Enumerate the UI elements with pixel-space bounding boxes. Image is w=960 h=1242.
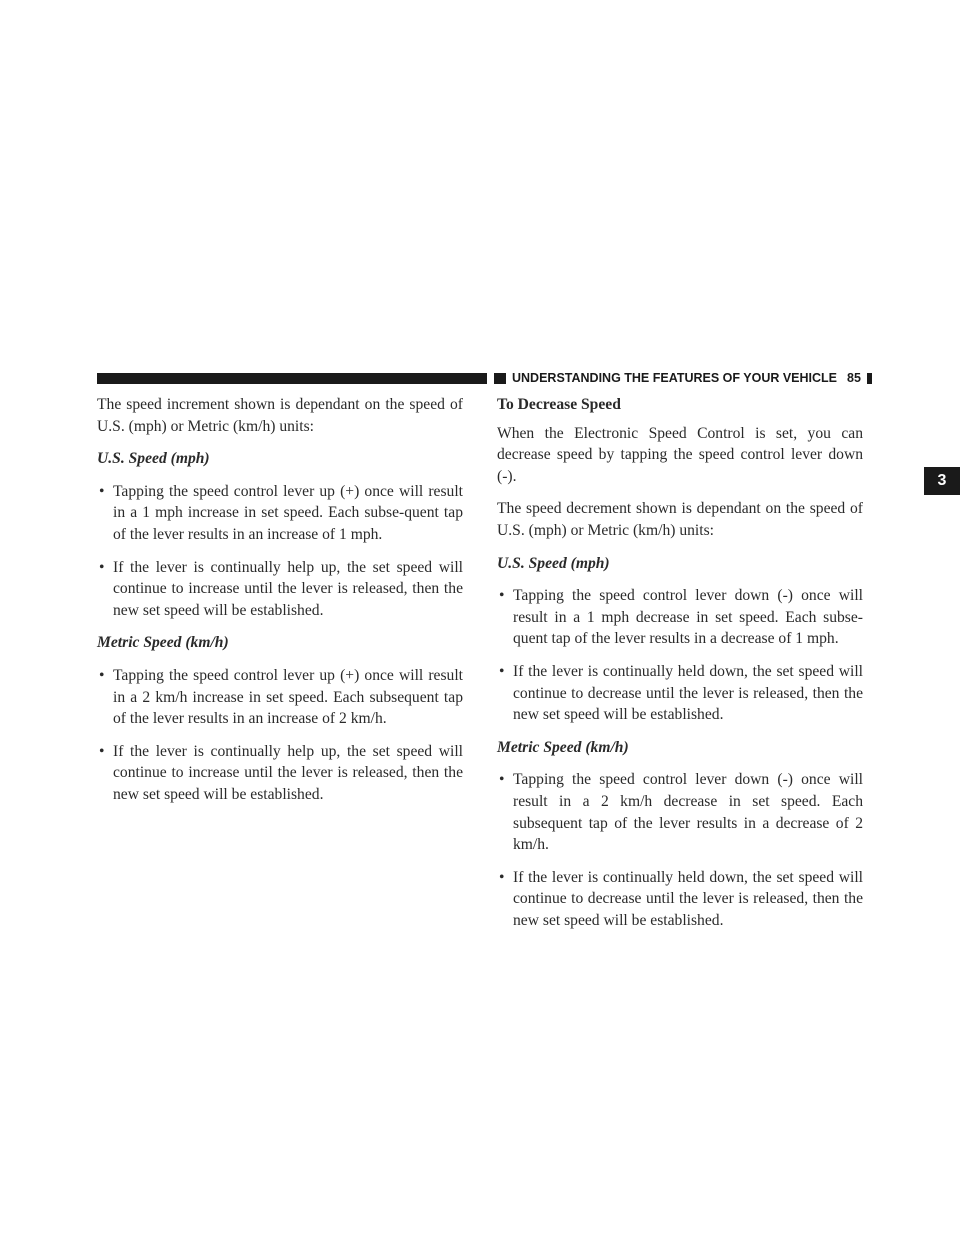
bullet-icon: • bbox=[499, 771, 505, 789]
list-item-text: Tapping the speed control lever down (-) once will result in a 2 km/h decrease in set speed. Each subsequent tap of the lever results in a decrease of 2 km/h. bbox=[513, 771, 863, 854]
intro-paragraph: The speed increment shown is dependant on the speed of U.S. (mph) or Metric (km/h) units: bbox=[97, 396, 463, 435]
section-title: UNDERSTANDING THE FEATURES OF YOUR VEHICLE bbox=[512, 371, 838, 385]
left-column bbox=[97, 394, 463, 817]
list-item bbox=[97, 741, 463, 806]
list-item-text: Tapping the speed control lever up (+) once will result in a 2 km/h increase in set speed. Each subsequent tap of the lever results in an increase of 2 km/h. bbox=[113, 666, 463, 728]
us-speed-list bbox=[497, 585, 863, 726]
decrement-paragraph: The speed decrement shown is dependant on the speed of U.S. (mph) or Metric (km/h) units: bbox=[497, 500, 863, 539]
chapter-tab: 3 bbox=[924, 467, 960, 495]
us-speed-heading: U.S. Speed (mph) bbox=[97, 450, 210, 468]
running-header bbox=[506, 368, 867, 388]
bullet-icon: • bbox=[499, 662, 505, 680]
metric-speed-list bbox=[97, 665, 463, 806]
bullet-icon: • bbox=[99, 558, 105, 576]
bullet-icon: • bbox=[99, 482, 105, 500]
metric-speed-heading: Metric Speed (km/h) bbox=[97, 634, 229, 652]
list-item bbox=[497, 769, 863, 855]
bullet-icon: • bbox=[99, 666, 105, 684]
list-item-text: If the lever is continually help up, the set speed will continue to increase until the lever is released, then the new set speed will be established. bbox=[113, 742, 463, 803]
list-item bbox=[97, 665, 463, 730]
metric-speed-heading: Metric Speed (km/h) bbox=[497, 738, 629, 756]
list-item bbox=[97, 481, 463, 546]
list-item-text: If the lever is continually help up, the set speed will continue to increase until the lever is released, then the new set speed will be established. bbox=[113, 558, 463, 619]
us-speed-heading: U.S. Speed (mph) bbox=[497, 554, 610, 572]
list-item-text: If the lever is continually held down, the set speed will continue to decrease until the lever is released, then the new set speed will be established. bbox=[513, 662, 863, 724]
bullet-icon: • bbox=[499, 587, 505, 605]
list-item-text: Tapping the speed control lever down (-) once will result in a 1 mph decrease in set speed. Each subse-quent tap of the lever results in a decrease of 1 mph. bbox=[513, 587, 863, 648]
bullet-icon: • bbox=[99, 742, 105, 760]
list-item bbox=[497, 585, 863, 650]
right-column bbox=[497, 394, 863, 942]
us-speed-list bbox=[97, 481, 463, 622]
list-item bbox=[497, 661, 863, 726]
decrease-speed-heading: To Decrease Speed bbox=[497, 396, 621, 413]
list-item-text: If the lever is continually held down, the set speed will continue to decrease until the lever is released, then the new set speed will be established. bbox=[513, 868, 863, 929]
decrease-intro-paragraph: When the Electronic Speed Control is set, you can decrease speed by tapping the speed control lever down (-). bbox=[497, 424, 863, 485]
list-item-text: Tapping the speed control lever up (+) once will result in a 1 mph increase in set speed. Each subse-quent tap of the lever results in an increase of 1 mph. bbox=[113, 482, 463, 543]
list-item bbox=[497, 867, 863, 932]
list-item bbox=[97, 557, 463, 622]
metric-speed-list bbox=[497, 769, 863, 931]
bullet-icon: • bbox=[499, 868, 505, 886]
header-rule bbox=[97, 373, 487, 384]
page-number: 85 bbox=[847, 371, 861, 385]
